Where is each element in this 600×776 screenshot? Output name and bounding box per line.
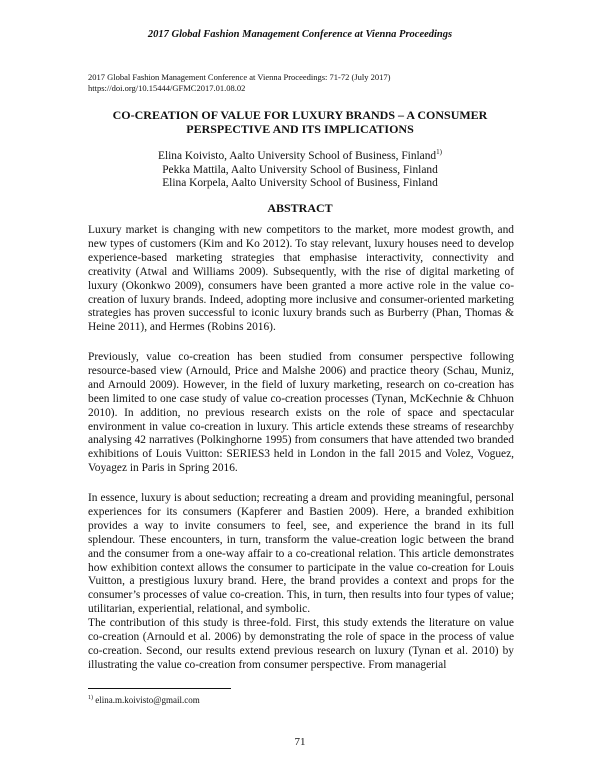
footnote-divider (88, 688, 231, 689)
footnote-mark: 1) (88, 695, 93, 701)
doi-link[interactable]: https://doi.org/10.15444/GFMC2017.01.08.02 (88, 83, 246, 93)
abstract-paragraph-3: In essence, luxury is about seduction; recreating a dream and providing meaningful, personal experiences for its consumers (Kapferer and Bastien 2009). Here, a branded exhibition provides a way to invite consumers to feel, see, and experience the brand in its full splendour. These encounters, in turn, transform the value-creation logic between the brand and the consumer from a one-way affair to a co-creational relation. This article demonstrates how exhibition context allows the consumer to participate in the value co-creation for Louis Vuitton, a prestigious luxury brand. Here, the brand provides a context and props for the consumer’s processes of value co-creation. This, in turn, then results into four types of value; utilitarian, experiential, relational, and symbolic. (88, 492, 514, 616)
title-line-2: PERSPECTIVE AND ITS IMPLICATIONS (186, 122, 414, 136)
footnote (88, 695, 200, 705)
author-list (80, 150, 520, 191)
footnote-marker[interactable]: 1) (436, 148, 442, 157)
running-head: 2017 Global Fashion Management Conference at Vienna Proceedings (147, 29, 453, 40)
abstract-paragraph-1: Luxury market is changing with new competitors to the market, more modest growth, and new types of customers (Kim and Ko 2012). To stay relevant, luxury houses need to develop experience-based marketing strategies that emphasise interactivity, connectivity and creativity (Atwal and Williams 2009). Subsequently, with the rise of digital marketing of luxury (Okonkwo 2009), consumers have been granted a more active role in the value co-creation of luxury brands. Indeed, adopting more inclusive and consumer-oriented marketing strategies has proven successful to iconic luxury brands such as Burberry (Phan, Thomas & Heine 2011), and Hermes (Robins 2016). (88, 224, 514, 334)
abstract-paragraph-4: The contribution of this study is three-fold. First, this study extends the literature on value co-creation (Arnould et al. 2006) by demonstrating the role of space in the process of value co-creation. Second, our results extend previous research on luxury (Tynan et al. 2010) by illustrating the value co-creation from consumer perspective. From managerial (88, 617, 514, 671)
title-line-1: CO-CREATION OF VALUE FOR LUXURY BRANDS – A CONSUMER (112, 108, 488, 122)
author-2: Pekka Mattila, Aalto University School of Business, Finland (162, 163, 438, 176)
citation-line: 2017 Global Fashion Management Conference at Vienna Proceedings: 71-72 (July 2017) (88, 72, 391, 82)
abstract-paragraph-2: Previously, value co-creation has been studied from consumer perspective following resource-based view (Arnould, Price and Malshe 2006) and practice theory (Schau, Muniz, and Arnould 2009). However, in the field of luxury marketing, research on co-creation has been limited to one case study of value co-creation processes (Tynan, McKechnie & Chhuon 2010). In addition, no previous research exists on the role of space and spectacular environment in value co-creation in luxury. This article extends these streams of researchby analysing 42 narratives (Polkinghorne 1995) from consumers that have attended two branded exhibitions of Louis Vuitton: SERIES3 held in London in the fall 2015 and Volez, Voguez, Voyagez in Paris in Spring 2016. (88, 351, 514, 475)
author-1 (80, 150, 520, 164)
author-3: Elina Korpela, Aalto University School of Business, Finland (162, 177, 438, 189)
author-1-text: Elina Koivisto, Aalto University School of Business, Finland (158, 150, 437, 162)
abstract-heading: ABSTRACT (267, 201, 333, 215)
page-number: 71 (294, 736, 306, 748)
paper-title (80, 108, 520, 136)
footnote-email[interactable]: elina.m.koivisto@gmail.com (95, 695, 200, 705)
citation-meta (88, 72, 518, 94)
